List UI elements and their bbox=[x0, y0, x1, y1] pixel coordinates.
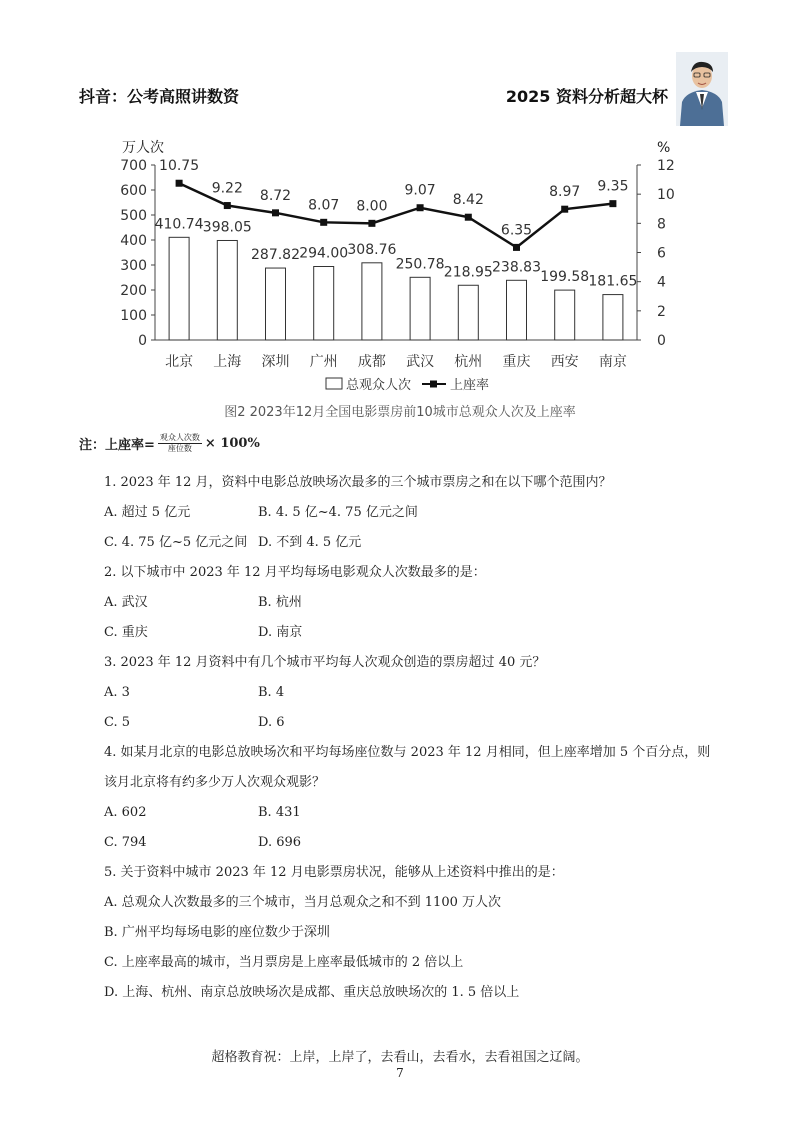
chart-title: 图2 2023年12月全国电影票房前10城市总观众人次及上座率 bbox=[224, 405, 576, 420]
legend-line-marker bbox=[430, 381, 437, 388]
bar bbox=[362, 263, 382, 340]
bar-data-label: 238.83 bbox=[492, 259, 541, 276]
bar bbox=[266, 268, 286, 340]
question-1-option-a: A. 超过 5 亿元 bbox=[104, 505, 191, 520]
question-5-option-d: D. 上海、杭州、南京总放映场次是成都、重庆总放映场次的 1. 5 倍以上 bbox=[104, 985, 520, 1000]
line-point bbox=[272, 209, 279, 216]
line-point bbox=[320, 219, 327, 226]
bar-data-label: 308.76 bbox=[347, 241, 397, 258]
header-right-text: 2025 资料分析超大杯 bbox=[505, 87, 668, 106]
question-3: 3. 2023 年 12 月资料中有几个城市平均每人次观众创造的票房超过 40 元？ bbox=[104, 655, 546, 670]
question-1-option-d: D. 不到 4. 5 亿元 bbox=[258, 535, 362, 550]
x-tick-label: 南京 bbox=[598, 354, 627, 370]
y-left-tick-label: 700 bbox=[120, 158, 147, 174]
y-right-tick-label: 6 bbox=[657, 245, 666, 262]
line-series-path bbox=[179, 180, 613, 247]
x-tick-label: 武汉 bbox=[406, 354, 435, 370]
y-left-tick-label: 400 bbox=[120, 233, 147, 249]
line-data-label: 8.07 bbox=[308, 197, 340, 214]
question-3-option-a: A. 3 bbox=[104, 685, 130, 700]
question-4-option-c: C. 794 bbox=[104, 835, 147, 850]
question-2-option-d: D. 南京 bbox=[258, 625, 303, 640]
page-number: 7 bbox=[396, 1066, 404, 1080]
bar-data-label: 218.95 bbox=[443, 264, 493, 281]
line-point bbox=[609, 200, 616, 207]
y-right-tick-label: 8 bbox=[657, 216, 666, 233]
question-2: 2. 以下城市中 2023 年 12 月平均每场电影观众人次数最多的是： bbox=[104, 565, 486, 580]
y-left-tick-label: 100 bbox=[120, 308, 147, 324]
x-tick-label: 北京 bbox=[165, 354, 194, 370]
question-5-option-a: A. 总观众人次数最多的三个城市，当月总观众之和不到 1100 万人次 bbox=[104, 895, 502, 910]
y-axis-left-label: 万人次 bbox=[122, 140, 164, 156]
line-point bbox=[417, 204, 424, 211]
bar-data-label: 250.78 bbox=[395, 256, 445, 273]
line-data-label: 8.00 bbox=[356, 198, 388, 215]
question-1-option-c: C. 4. 75 亿~5 亿元之间 bbox=[104, 535, 248, 550]
line-point bbox=[176, 180, 183, 187]
line-data-label: 8.42 bbox=[452, 192, 484, 209]
x-tick-label: 广州 bbox=[309, 354, 338, 370]
line-data-label: 6.35 bbox=[500, 222, 533, 239]
y-left-tick-label: 0 bbox=[138, 333, 147, 349]
formula-note bbox=[79, 433, 260, 454]
bar bbox=[217, 240, 237, 340]
x-tick-label: 成都 bbox=[357, 354, 386, 370]
x-tick-label: 上海 bbox=[213, 354, 242, 370]
question-2-option-c: C. 重庆 bbox=[104, 625, 148, 640]
formula-fraction bbox=[158, 433, 202, 454]
question-1-option-b: B. 4. 5 亿~4. 75 亿元之间 bbox=[258, 505, 418, 520]
legend-bar-label: 总观众人次 bbox=[346, 378, 412, 393]
question-3-option-d: D. 6 bbox=[258, 715, 285, 730]
y-left-tick-label: 500 bbox=[120, 208, 147, 224]
bar bbox=[314, 267, 334, 341]
line-data-label: 9.07 bbox=[404, 182, 436, 199]
question-5-option-c: C. 上座率最高的城市，当月票房是上座率最低城市的 2 倍以上 bbox=[104, 955, 464, 970]
legend-line-label: 上座率 bbox=[450, 378, 490, 393]
fraction-denominator: 座位数 bbox=[167, 444, 192, 453]
y-right-tick-label: 10 bbox=[657, 187, 675, 204]
chart bbox=[100, 136, 700, 401]
y-right-tick-label: 2 bbox=[657, 303, 666, 320]
y-right-tick-label: 4 bbox=[657, 274, 666, 291]
x-tick-label: 杭州 bbox=[454, 354, 483, 370]
bar bbox=[410, 277, 430, 340]
note-suffix: × 100% bbox=[204, 436, 260, 451]
line-point bbox=[513, 244, 520, 251]
legend-bar-swatch bbox=[326, 378, 342, 389]
line-point bbox=[465, 214, 472, 221]
line-point bbox=[561, 206, 568, 213]
y-right-tick-label: 0 bbox=[657, 333, 666, 349]
fraction-numerator: 观众人次数 bbox=[159, 433, 200, 442]
x-tick-label: 重庆 bbox=[502, 354, 531, 370]
bar bbox=[169, 237, 189, 340]
bar-data-label: 181.65 bbox=[588, 273, 638, 290]
footer-slogan: 超格教育祝：上岸，上岸了，去看山，去看水，去看祖国之辽阔。 bbox=[211, 1050, 589, 1065]
line-data-label: 9.22 bbox=[211, 180, 243, 197]
line-point bbox=[224, 202, 231, 209]
bar-data-label: 410.74 bbox=[154, 216, 204, 233]
line-point bbox=[368, 220, 375, 227]
bar bbox=[555, 290, 575, 340]
header-left-text: 抖音：公考高照讲数资 bbox=[79, 87, 240, 106]
x-tick-label: 深圳 bbox=[261, 354, 290, 370]
y-right-tick-label: 12 bbox=[657, 158, 675, 174]
question-2-option-a: A. 武汉 bbox=[104, 595, 148, 610]
bar-data-label: 398.05 bbox=[202, 219, 252, 236]
question-2-option-b: B. 杭州 bbox=[258, 595, 302, 610]
line-data-label: 10.75 bbox=[159, 158, 200, 175]
question-4-option-b: B. 431 bbox=[258, 805, 301, 820]
line-data-label: 8.97 bbox=[549, 184, 581, 201]
y-left-tick-label: 600 bbox=[120, 183, 147, 199]
bar bbox=[603, 295, 623, 340]
line-data-label: 9.35 bbox=[597, 178, 629, 195]
bar bbox=[458, 285, 478, 340]
question-3-option-c: C. 5 bbox=[104, 715, 131, 730]
note-prefix: 注：上座率= bbox=[79, 438, 155, 453]
line-data-label: 8.72 bbox=[259, 187, 292, 204]
y-axis-right-label: % bbox=[657, 140, 671, 156]
question-5: 5. 关于资料中城市 2023 年 12 月电影票房状况，能够从上述资料中推出的是： bbox=[104, 865, 564, 880]
x-tick-label: 西安 bbox=[550, 354, 579, 370]
y-left-tick-label: 200 bbox=[120, 283, 147, 299]
question-3-option-b: B. 4 bbox=[258, 685, 285, 700]
question-4-option-a: A. 602 bbox=[104, 805, 147, 820]
bar-data-label: 294.00 bbox=[299, 245, 349, 262]
question-4: 4. 如某月北京的电影总放映场次和平均每场座位数与 2023 年 12 月相同，但上座率增加 5 个百分点，则该月北京将有约多少万人次观众观影？ bbox=[104, 745, 711, 790]
presenter-photo bbox=[676, 52, 728, 126]
bar-data-label: 287.82 bbox=[251, 247, 300, 264]
bar-data-label: 199.58 bbox=[540, 269, 590, 286]
question-4-option-d: D. 696 bbox=[258, 835, 302, 850]
question-5-option-b: B. 广州平均每场电影的座位数少于深圳 bbox=[104, 925, 330, 940]
bar bbox=[507, 280, 527, 340]
question-1: 1. 2023 年 12 月，资料中电影总放映场次最多的三个城市票房之和在以下哪个范围内？ bbox=[104, 475, 612, 490]
y-left-tick-label: 300 bbox=[120, 258, 147, 274]
